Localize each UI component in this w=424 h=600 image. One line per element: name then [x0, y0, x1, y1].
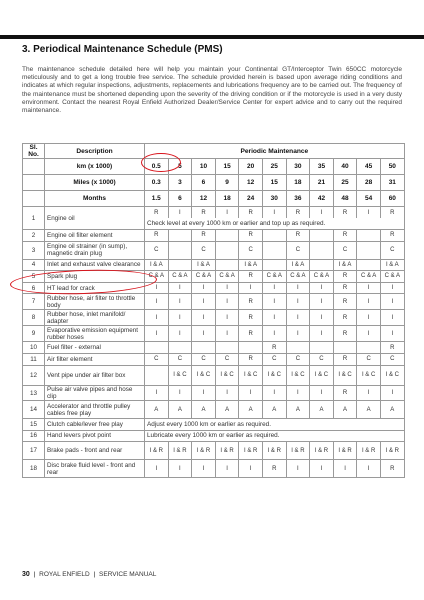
- row-value: C: [239, 241, 263, 259]
- row-value: I: [192, 310, 216, 326]
- empty-cell: [23, 175, 45, 191]
- row-value: I: [168, 294, 192, 310]
- row-value: C & A: [310, 271, 334, 283]
- row-value: I: [286, 386, 310, 401]
- row-value: [310, 241, 334, 259]
- row-value: I: [380, 386, 404, 401]
- row-value: I: [239, 282, 263, 294]
- row-value: I & C: [310, 365, 334, 386]
- table-row: [23, 271, 405, 283]
- miles-label: Miles (x 1000): [45, 175, 145, 191]
- row-description: Vent pipe under air filter box: [45, 365, 145, 386]
- row-sl-no: 13: [23, 386, 45, 401]
- row-value: I: [192, 460, 216, 478]
- km-value: 15: [215, 159, 239, 175]
- section-title: 3. Periodical Maintenance Schedule (PMS): [22, 44, 223, 55]
- row-sl-no: 11: [23, 353, 45, 365]
- row-value: R: [239, 353, 263, 365]
- row-value: I & A: [192, 259, 216, 271]
- row-value: I: [380, 282, 404, 294]
- row-value: I: [215, 460, 239, 478]
- row-value: I & C: [262, 365, 286, 386]
- footer-brand: ROYAL ENFIELD: [39, 571, 90, 578]
- table-row: [23, 419, 405, 431]
- table-row: [23, 386, 405, 401]
- row-value: R: [239, 326, 263, 342]
- row-value: R: [380, 207, 404, 219]
- table-row: [23, 442, 405, 460]
- row-description: Hand levers pivot point: [45, 430, 145, 442]
- row-value: I & R: [357, 442, 381, 460]
- row-value: [262, 241, 286, 259]
- row-sl-no: 1: [23, 207, 45, 230]
- row-value: I: [310, 282, 334, 294]
- row-value: I: [310, 207, 334, 219]
- row-value: I & R: [310, 442, 334, 460]
- row-value: R: [192, 230, 216, 242]
- row-description: Rubber hose, air filter to throttle body: [45, 294, 145, 310]
- row-value: I: [145, 326, 169, 342]
- months-label: Months: [45, 191, 145, 207]
- months-value: 36: [286, 191, 310, 207]
- miles-value: 18: [286, 175, 310, 191]
- km-row: [23, 159, 405, 175]
- row-value: [145, 365, 169, 386]
- row-value: A: [168, 401, 192, 419]
- row-value: I: [168, 282, 192, 294]
- row-value: I: [145, 310, 169, 326]
- row-sl-no: 10: [23, 342, 45, 354]
- row-sl-no: 14: [23, 401, 45, 419]
- miles-row: [23, 175, 405, 191]
- row-value: R: [333, 386, 357, 401]
- row-value: I: [310, 460, 334, 478]
- row-value: I: [215, 294, 239, 310]
- months-value: 12: [192, 191, 216, 207]
- months-value: 1.5: [145, 191, 169, 207]
- empty-cell: [23, 159, 45, 175]
- row-value: R: [333, 353, 357, 365]
- row-value: R: [333, 310, 357, 326]
- row-value: A: [262, 401, 286, 419]
- row-value: R: [239, 230, 263, 242]
- row-value: I: [262, 310, 286, 326]
- row-value: [168, 342, 192, 354]
- row-value: I: [239, 386, 263, 401]
- row-value: [310, 259, 334, 271]
- row-value: A: [192, 401, 216, 419]
- row-value: I: [357, 294, 381, 310]
- miles-value: 6: [192, 175, 216, 191]
- row-sl-no: 8: [23, 310, 45, 326]
- row-value: I: [192, 386, 216, 401]
- row-description: Pulse air valve pipes and hose clip: [45, 386, 145, 401]
- row-description: Fuel filter - external: [45, 342, 145, 354]
- row-value: I & A: [239, 259, 263, 271]
- row-description: Accelerator and throttle pulley cables free play: [45, 401, 145, 419]
- row-value: R: [333, 294, 357, 310]
- row-value: I & R: [192, 442, 216, 460]
- months-value: 54: [357, 191, 381, 207]
- row-value: R: [192, 207, 216, 219]
- row-sl-no: 9: [23, 326, 45, 342]
- table-row: [23, 207, 405, 219]
- row-value: I: [192, 282, 216, 294]
- km-value: 35: [310, 159, 334, 175]
- row-sl-no: 3: [23, 241, 45, 259]
- empty-cell: [23, 191, 45, 207]
- row-sl-no: 5: [23, 271, 45, 283]
- months-value: 42: [310, 191, 334, 207]
- row-value: C: [192, 241, 216, 259]
- row-value: I: [357, 326, 381, 342]
- row-value: R: [239, 294, 263, 310]
- row-value: [357, 342, 381, 354]
- row-value: C: [215, 353, 239, 365]
- intro-paragraph: The maintenance schedule detailed here will help you maintain your Continental GT/Interceptor Twin 650CC motorcycle meticulously and to get a long trouble free service. The schedule provided herein is based upon average riding conditions and indicates at which regular inspections, adjustments, replacements and lubrications frequency are to be carried out. The frequency of the maintenance must be shortened depending upon the severity of the driving condition or if the motorcycle is used in a very dusty environment. Contact the nearest Royal Enfield Authorized Dealer/Service Center for expert advice and to carry out the required maintenance.: [22, 66, 402, 115]
- row-value: I: [262, 207, 286, 219]
- row-value: R: [333, 282, 357, 294]
- row-value: I: [262, 326, 286, 342]
- row-value: C: [192, 353, 216, 365]
- row-value: C & A: [192, 271, 216, 283]
- row-value: I & C: [380, 365, 404, 386]
- row-value: I: [192, 326, 216, 342]
- row-value: [310, 342, 334, 354]
- row-value: I: [168, 207, 192, 219]
- row-value: I & R: [262, 442, 286, 460]
- row-value: C & A: [380, 271, 404, 283]
- row-value: C: [262, 353, 286, 365]
- maintenance-schedule-table: [22, 143, 405, 478]
- row-value: I: [262, 294, 286, 310]
- header-sl-no: Sl. No.: [23, 144, 45, 159]
- row-description: HT lead for crack: [45, 282, 145, 294]
- row-value: I: [357, 386, 381, 401]
- row-value: R: [333, 207, 357, 219]
- row-value: I: [286, 460, 310, 478]
- row-sl-no: 16: [23, 430, 45, 442]
- row-sl-no: 15: [23, 419, 45, 431]
- row-value: [310, 230, 334, 242]
- row-value: C & A: [357, 271, 381, 283]
- row-value: I & C: [333, 365, 357, 386]
- footer-separator: |: [33, 571, 36, 578]
- miles-value: 12: [239, 175, 263, 191]
- row-value: R: [239, 310, 263, 326]
- row-value: C: [310, 353, 334, 365]
- row-value: I: [168, 460, 192, 478]
- row-value: I: [192, 294, 216, 310]
- row-value: R: [239, 207, 263, 219]
- table-row: [23, 310, 405, 326]
- km-value: 45: [357, 159, 381, 175]
- row-description: Brake pads - front and rear: [45, 442, 145, 460]
- row-value: I & A: [333, 259, 357, 271]
- table-row: [23, 259, 405, 271]
- miles-value: 15: [262, 175, 286, 191]
- row-value: I: [168, 310, 192, 326]
- row-value: R: [286, 207, 310, 219]
- header-rule: [0, 35, 424, 39]
- months-value: 60: [380, 191, 404, 207]
- km-value: 40: [333, 159, 357, 175]
- months-value: 6: [168, 191, 192, 207]
- row-sl-no: 6: [23, 282, 45, 294]
- row-value: R: [262, 342, 286, 354]
- row-value: I: [357, 207, 381, 219]
- row-value: I: [145, 460, 169, 478]
- row-note: Adjust every 1000 km or earlier as required.: [145, 419, 405, 431]
- row-value: [168, 259, 192, 271]
- table-row: [23, 282, 405, 294]
- row-value: I: [215, 207, 239, 219]
- row-value: I: [145, 386, 169, 401]
- row-value: I & A: [380, 259, 404, 271]
- row-value: C & A: [168, 271, 192, 283]
- row-value: I: [262, 282, 286, 294]
- row-value: I: [357, 310, 381, 326]
- row-value: I: [310, 326, 334, 342]
- km-value: 25: [262, 159, 286, 175]
- row-value: I: [215, 326, 239, 342]
- row-value: [262, 259, 286, 271]
- row-value: [333, 342, 357, 354]
- row-sl-no: 17: [23, 442, 45, 460]
- row-value: C: [286, 353, 310, 365]
- row-value: R: [262, 460, 286, 478]
- row-value: C & A: [145, 271, 169, 283]
- row-value: [357, 241, 381, 259]
- row-value: I & A: [145, 259, 169, 271]
- table-row: [23, 401, 405, 419]
- row-description: Inlet and exhaust valve clearance: [45, 259, 145, 271]
- row-value: R: [380, 460, 404, 478]
- row-value: I: [286, 310, 310, 326]
- row-value: [168, 241, 192, 259]
- table-row: [23, 326, 405, 342]
- row-value: I & R: [215, 442, 239, 460]
- row-value: I & C: [192, 365, 216, 386]
- row-value: [168, 230, 192, 242]
- row-value: R: [380, 342, 404, 354]
- miles-value: 28: [357, 175, 381, 191]
- row-value: [192, 342, 216, 354]
- row-value: [145, 342, 169, 354]
- row-value: C: [145, 241, 169, 259]
- row-value: R: [286, 230, 310, 242]
- miles-value: 3: [168, 175, 192, 191]
- row-value: C & A: [262, 271, 286, 283]
- table-row: [23, 230, 405, 242]
- months-value: 18: [215, 191, 239, 207]
- km-value: 5: [168, 159, 192, 175]
- row-value: I: [357, 460, 381, 478]
- row-value: I & C: [239, 365, 263, 386]
- row-value: R: [333, 230, 357, 242]
- row-value: I & A: [286, 259, 310, 271]
- row-value: I: [357, 282, 381, 294]
- footer-separator: |: [93, 571, 96, 578]
- row-value: I & R: [333, 442, 357, 460]
- months-row: [23, 191, 405, 207]
- row-value: [215, 230, 239, 242]
- row-value: C: [168, 353, 192, 365]
- row-value: I: [215, 282, 239, 294]
- row-value: [262, 230, 286, 242]
- row-value: I: [286, 326, 310, 342]
- row-value: I: [286, 282, 310, 294]
- row-value: A: [380, 401, 404, 419]
- row-value: [357, 259, 381, 271]
- table-row: [23, 342, 405, 354]
- row-value: R: [333, 326, 357, 342]
- row-value: C & A: [286, 271, 310, 283]
- row-description: Clutch cable/lever free play: [45, 419, 145, 431]
- row-value: I: [215, 386, 239, 401]
- row-value: C: [380, 241, 404, 259]
- table-row: [23, 353, 405, 365]
- km-value: 50: [380, 159, 404, 175]
- miles-value: 0.3: [145, 175, 169, 191]
- row-value: [215, 342, 239, 354]
- table-row: [23, 241, 405, 259]
- row-value: A: [239, 401, 263, 419]
- row-value: A: [310, 401, 334, 419]
- miles-value: 9: [215, 175, 239, 191]
- row-description: Engine oil: [45, 207, 145, 230]
- months-value: 48: [333, 191, 357, 207]
- row-value: I & R: [239, 442, 263, 460]
- row-description: Engine oil filter element: [45, 230, 145, 242]
- row-value: [215, 259, 239, 271]
- header-periodic-maintenance: Periodic Maintenance: [145, 144, 405, 159]
- row-value: R: [333, 271, 357, 283]
- row-sl-no: 4: [23, 259, 45, 271]
- row-value: C & A: [215, 271, 239, 283]
- row-value: A: [286, 401, 310, 419]
- row-sl-no: 18: [23, 460, 45, 478]
- table-row: [23, 430, 405, 442]
- row-value: I: [380, 294, 404, 310]
- row-value: I & C: [286, 365, 310, 386]
- row-value: R: [145, 230, 169, 242]
- km-value: 10: [192, 159, 216, 175]
- row-value: I: [145, 294, 169, 310]
- row-value: [215, 241, 239, 259]
- page-number: 30: [22, 571, 30, 578]
- row-value: I: [286, 294, 310, 310]
- km-value: 0.5: [145, 159, 169, 175]
- row-value: [239, 342, 263, 354]
- row-value: I: [215, 310, 239, 326]
- row-sl-no: 7: [23, 294, 45, 310]
- row-value: [357, 230, 381, 242]
- row-value: C: [380, 353, 404, 365]
- row-description: Spark plug: [45, 271, 145, 283]
- row-value: I & R: [145, 442, 169, 460]
- row-value: A: [357, 401, 381, 419]
- row-value: I & C: [215, 365, 239, 386]
- km-value: 20: [239, 159, 263, 175]
- row-value: A: [333, 401, 357, 419]
- km-value: 30: [286, 159, 310, 175]
- row-value: I: [168, 386, 192, 401]
- row-description: Evaporative emission equipment rubber hoses: [45, 326, 145, 342]
- months-value: 30: [262, 191, 286, 207]
- row-note: Check level at every 1000 km or earlier and top up as required.: [145, 218, 405, 230]
- row-description: Engine oil strainer (in sump), magnetic drain plug: [45, 241, 145, 259]
- row-value: I & R: [286, 442, 310, 460]
- row-sl-no: 2: [23, 230, 45, 242]
- row-value: I: [310, 310, 334, 326]
- row-sl-no: 12: [23, 365, 45, 386]
- miles-value: 31: [380, 175, 404, 191]
- row-value: A: [215, 401, 239, 419]
- row-value: R: [380, 230, 404, 242]
- row-value: R: [239, 271, 263, 283]
- row-description: Disc brake fluid level - front and rear: [45, 460, 145, 478]
- row-value: I: [310, 294, 334, 310]
- row-value: I & R: [380, 442, 404, 460]
- table-header-row: [23, 144, 405, 159]
- row-description: Rubber hose, inlet manifold/ adapter: [45, 310, 145, 326]
- row-value: I: [380, 326, 404, 342]
- row-value: R: [145, 207, 169, 219]
- row-note: Lubricate every 1000 km or earlier as required.: [145, 430, 405, 442]
- row-value: C: [145, 353, 169, 365]
- row-value: [286, 342, 310, 354]
- row-value: I: [262, 386, 286, 401]
- table-row: [23, 294, 405, 310]
- footer-manual: SERVICE MANUAL: [99, 571, 157, 578]
- row-value: I: [333, 460, 357, 478]
- row-value: I: [310, 386, 334, 401]
- page-footer: [22, 571, 156, 578]
- row-value: I: [380, 310, 404, 326]
- row-value: C: [286, 241, 310, 259]
- row-value: A: [145, 401, 169, 419]
- row-value: I: [239, 460, 263, 478]
- row-value: I & C: [168, 365, 192, 386]
- table-row: [23, 365, 405, 386]
- row-value: I & R: [168, 442, 192, 460]
- row-value: I: [145, 282, 169, 294]
- row-value: I & C: [357, 365, 381, 386]
- miles-value: 21: [310, 175, 334, 191]
- km-label: km (x 1000): [45, 159, 145, 175]
- months-value: 24: [239, 191, 263, 207]
- row-value: C: [333, 241, 357, 259]
- row-description: Air filter element: [45, 353, 145, 365]
- row-value: I: [168, 326, 192, 342]
- table-row: [23, 460, 405, 478]
- row-value: C: [357, 353, 381, 365]
- miles-value: 25: [333, 175, 357, 191]
- header-description: Description: [45, 144, 145, 159]
